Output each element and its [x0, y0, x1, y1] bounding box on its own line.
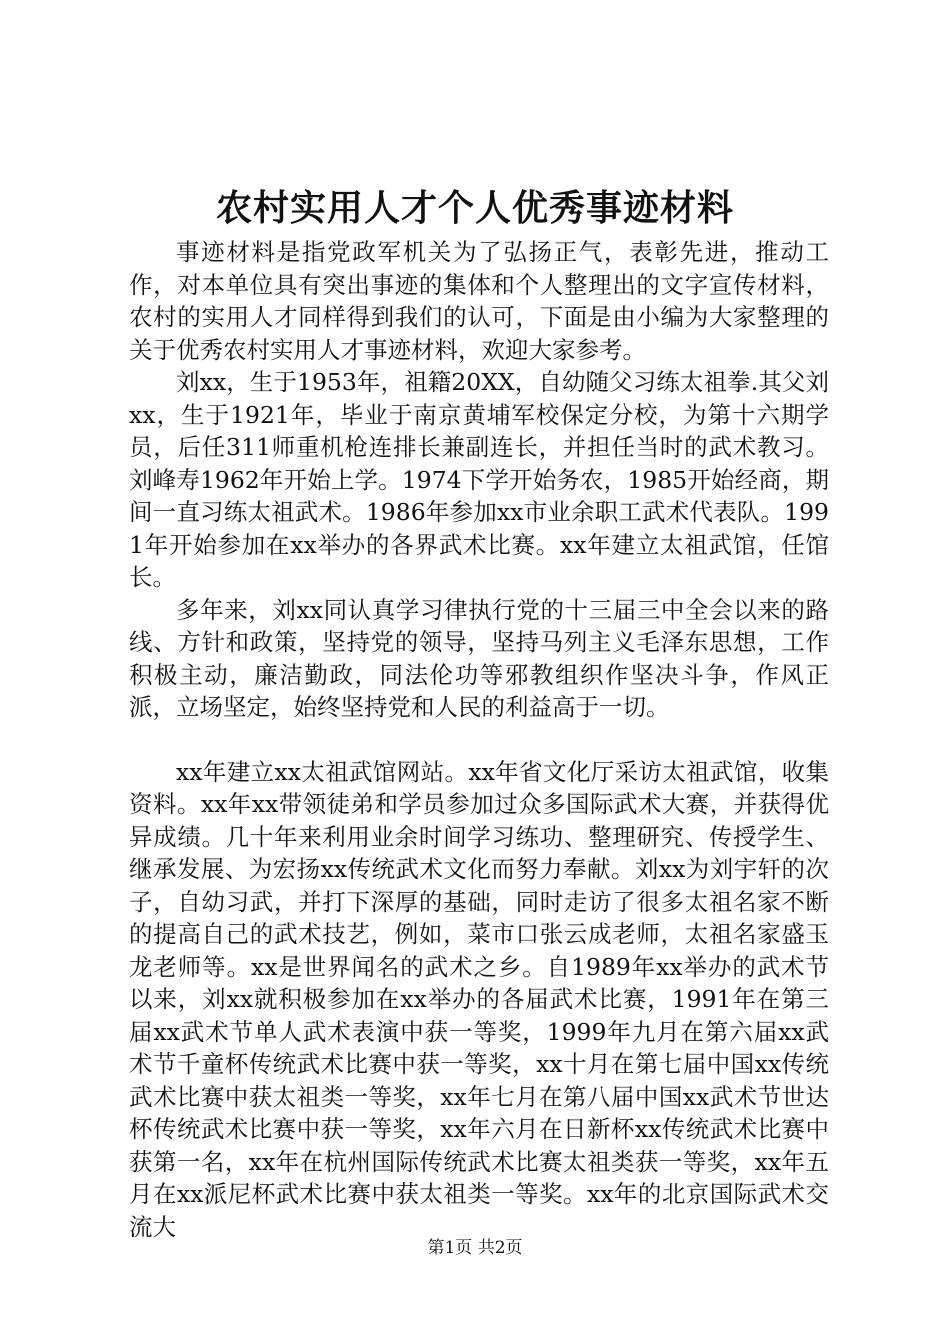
paragraph-conduct: 多年来，刘xx同认真学习律执行党的十三届三中全会以来的路线、方针和政策，坚持党的领导，坚持马列主义毛泽东思想，工作积极主动，廉洁勤政，同法伦功等邪教组织作坚决斗争，作风正派，立场坚定，始终坚持党和人民的利益高于一切。: [129, 595, 829, 721]
paragraph-intro: 事迹材料是指党政军机关为了弘扬正气，表彰先进，推动工作，对本单位具有突出事迹的集体和个人整理出的文字宣传材料，农村的实用人才同样得到我们的认可，下面是由小编为大家整理的关于优秀农村实用人才事迹材料，欢迎大家参考。: [129, 238, 829, 364]
paragraph-achievements: xx年建立xx太祖武馆网站。xx年省文化厅采访太祖武馆，收集资料。xx年xx带领徒弟和学员参加过众多国际武术大赛，并获得优异成绩。几十年来利用业余时间学习练功、整理研究、传授学生、继承发展、为宏扬xx传统武术文化而努力奉献。刘xx为刘宇轩的次子，自幼习武，并打下深厚的基础，同时走访了很多太祖名家不断的提高自己的武术技艺，例如，菜市口张云成老师，太祖名家盛玉龙老师等。xx是世界闻名的武术之乡。自1989年xx举办的武术节以来，刘xx就积极参加在xx举办的各届武术比赛，1991年在第三届xx武术节单人武术表演中获一等奖，1999年九月在第六届xx武术节千童杯传统武术比赛中获一等奖，xx十月在第七届中国xx传统武术比赛中获太祖类一等奖，xx年七月在第八届中国xx武术节世达杯传统武术比赛中获一等奖，xx年六月在日新杯xx传统武术比赛中获第一名，xx年在杭州国际传统武术比赛太祖类获一等奖，xx年五月在xx派尼杯武术比赛中获太祖类一等奖。xx年的北京国际武术交流大: [129, 757, 829, 1241]
paragraph-biography: 刘xx，生于1953年，祖籍20XX，自幼随父习练太祖拳.其父刘xx，生于1921年，毕业于南京黄埔军校保定分校，为第十六期学员，后任311师重机枪连排长兼副连长，并担任当时的武术教习。刘峰寿1962年开始上学。1974下学开始务农，1985开始经商，期间一直习练太祖武术。1986年参加xx市业余职工武术代表队。1991年开始参加在xx举办的各界武术比赛。xx年建立太祖武馆，任馆长。: [129, 368, 829, 591]
document-body: [129, 236, 829, 1243]
page-footer: 第1页 共2页: [427, 1238, 523, 1258]
paragraph-spacer: [129, 724, 829, 756]
document-title: 农村实用人才个人优秀事迹材料: [215, 187, 734, 229]
